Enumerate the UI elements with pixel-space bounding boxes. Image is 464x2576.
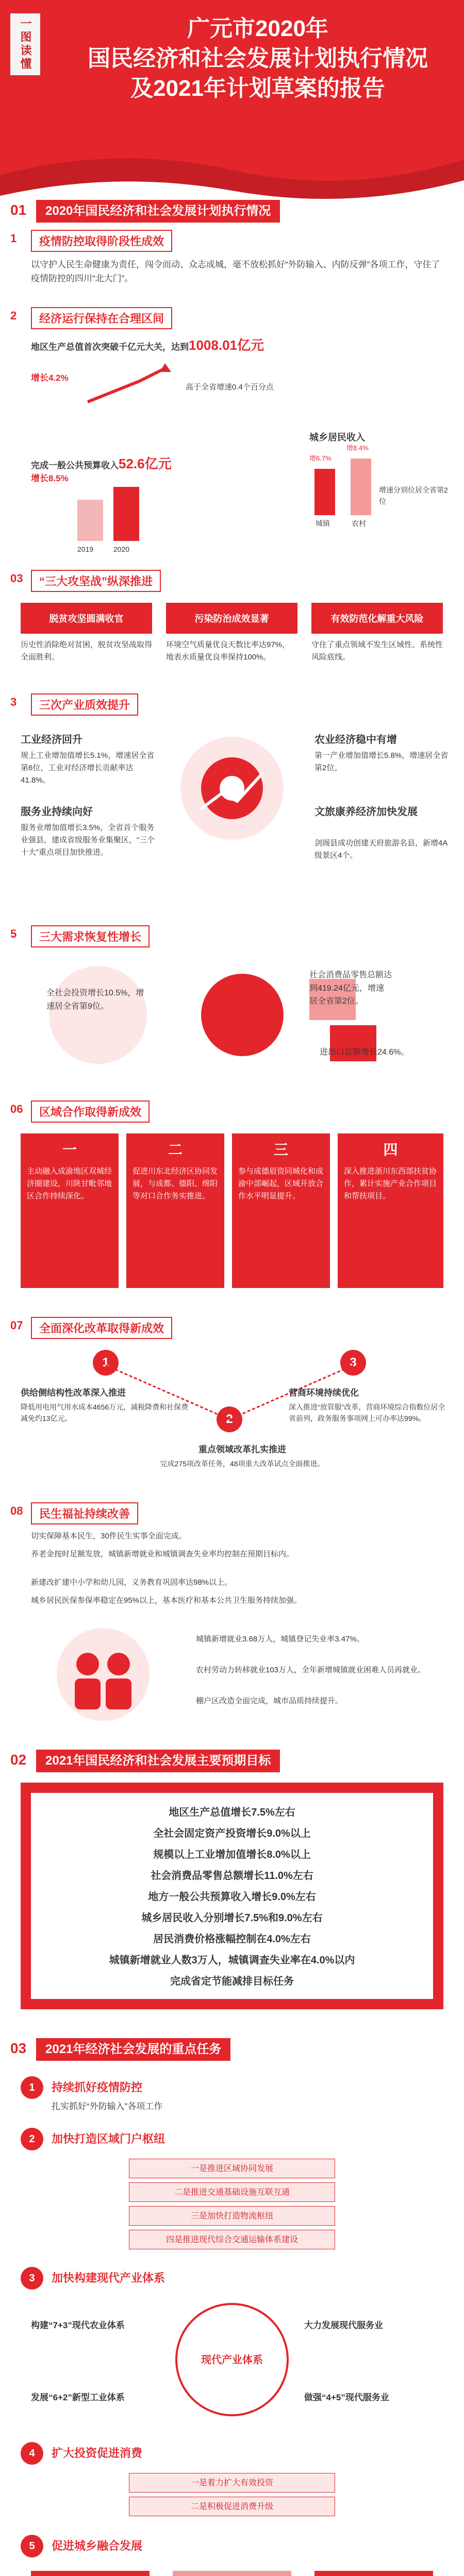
fiscal-growth: 增长8.5% xyxy=(31,473,69,483)
reform-a-icon: 1 xyxy=(93,1350,119,1376)
task3-icon: 3 xyxy=(21,2267,43,2290)
s7-title: 全面深化改革取得新成效 xyxy=(31,1317,172,1339)
reform-c-title: 营商环境持续优化 xyxy=(289,1388,359,1398)
industry-text: 规上工业增加值增长5.1%，增速居全省第6位，工业对经济增长贡献率达41.8%。 xyxy=(21,751,155,785)
s3-text-risk: 守住了重点领域不发生区域性、系统性风险底线。 xyxy=(311,640,443,662)
services-text: 服务业增加值增长3.5%，全省首个服务业强县，建成省级服务业集聚区，“三个十大”重点项目加快推进。 xyxy=(21,823,155,857)
welfare-item-2: 农村劳动力转移就业103万人，全年新增城镇就业困难人员再就业。 xyxy=(196,1666,426,1674)
task2-item-2: 二是推进交通基础设施互联互通 xyxy=(129,2182,335,2202)
welfare-text-3: 新建改扩建中小学和幼儿园，义务教育巩固率达98%以上。 xyxy=(31,1578,233,1587)
s3-number: 03 xyxy=(10,572,23,585)
goal-employment: 城镇新增就业人数3万人，城镇调查失业率在4.0%以内 xyxy=(109,1955,355,1966)
task5-urbanization xyxy=(31,2571,150,2576)
task1-icon: 1 xyxy=(21,2076,43,2099)
page-title-line2: 国民经济和社会发展计划执行情况 xyxy=(88,46,428,71)
goal-cpi: 居民消费价格涨幅控制在4.0%左右 xyxy=(153,1934,311,1945)
culture-text: 剑阁县成功创建天府旅游名县，新增4A级景区4个。 xyxy=(314,839,448,860)
task5-title: 促进城乡融合发展 xyxy=(52,2539,143,2552)
part3-title: 2021年经济社会发展的重点任务 xyxy=(36,2038,230,2061)
fiscal-value: 52.6亿元 xyxy=(119,456,172,471)
goals-panel xyxy=(21,1783,443,2009)
retail-text: 社会消费品零售总额达到419.24亿元，增速居全省第2位。 xyxy=(309,971,392,1006)
task5-rural xyxy=(314,2571,433,2576)
s3-box-pollution: 污染防治成效显著 xyxy=(166,603,297,634)
investment-text: 全社会投资增长10.5%，增速居全省第9位。 xyxy=(46,989,144,1011)
welfare-item-1: 城镇新增就业3.68万人，城镇登记失业率3.47%。 xyxy=(196,1635,364,1643)
read-tag: 一图读懂 xyxy=(10,13,40,75)
reform-b-text: 完成275项改革任务，48项重大改革试点全面推进。 xyxy=(160,1460,325,1468)
gdp-value: 1008.01亿元 xyxy=(189,337,264,353)
task1-text: 扎实抓好“外防输入”各项工作 xyxy=(52,2102,163,2111)
culture-title: 文旅康养经济加快发展 xyxy=(314,806,418,818)
urban-growth: 增6.7% xyxy=(309,454,332,462)
task4-title: 扩大投资促进消费 xyxy=(52,2447,143,2460)
goal-energy: 完成省定节能减排目标任务 xyxy=(170,1976,294,1987)
task3-center-label: 现代产业体系 xyxy=(201,2354,263,2366)
reform-b-icon: 2 xyxy=(217,1406,242,1432)
task4-item-2: 二是积极促进消费升级 xyxy=(129,2497,335,2516)
s5-title: 三大需求恢复性增长 xyxy=(31,925,150,947)
part1-number: 01 xyxy=(10,202,27,218)
reform-c-icon: 3 xyxy=(340,1350,366,1376)
header-banner xyxy=(0,0,464,215)
task5-icon: 5 xyxy=(21,2535,43,2557)
task2-item-4: 四是推进现代综合交通运输体系建设 xyxy=(129,2230,335,2249)
s8-title: 民生福祉持续改善 xyxy=(31,1502,138,1524)
reform-a-title: 供给侧结构性改革深入推进 xyxy=(21,1388,126,1398)
page-title-line3: 及2021年计划草案的报告 xyxy=(130,76,385,101)
task3-services: 大力发展现代服务业 xyxy=(304,2320,383,2330)
goal-income: 城乡居民收入分别增长7.5%和9.0%左右 xyxy=(141,1912,323,1924)
export-text: 进出口总额增长24.6%。 xyxy=(320,1048,409,1057)
goal-industry: 规模以上工业增加值增长8.0%以上 xyxy=(153,1849,311,1860)
gdp-growth-arrow xyxy=(82,361,175,412)
part3-number: 03 xyxy=(10,2040,27,2056)
s3-box-risk: 有效防范化解重大风险 xyxy=(311,603,443,634)
bar-2019 xyxy=(77,500,103,541)
s1-number: 1 xyxy=(10,232,17,245)
s6-title: 区域合作取得新成效 xyxy=(31,1100,150,1123)
bar-2020 xyxy=(113,487,139,541)
goal-retail: 社会消费品零售总额增长11.0%左右 xyxy=(151,1870,313,1882)
goal-gdp: 地区生产总值增长7.5%左右 xyxy=(169,1807,295,1818)
task5-county xyxy=(173,2571,291,2576)
task4-icon: 4 xyxy=(21,2442,43,2465)
agriculture-title: 农业经济稳中有增 xyxy=(314,734,397,745)
goal-fiscal: 地方一般公共预算收入增长9.0%左右 xyxy=(148,1891,316,1903)
task3-modern-services: 做强“4+5”现代服务业 xyxy=(304,2393,389,2402)
task2-icon: 2 xyxy=(21,2128,43,2150)
task2-title: 加快打造区域门户枢纽 xyxy=(52,2132,165,2145)
s3-text-poverty: 历史性消除绝对贫困，脱贫攻坚战取得全面胜利。 xyxy=(21,640,153,662)
task2-item-3: 三是加快打造物流枢纽 xyxy=(129,2206,335,2226)
s6-number: 06 xyxy=(10,1103,23,1115)
s3-title: “三大攻坚战”纵深推进 xyxy=(31,570,161,592)
income-rank: 增速分别位居全省第2位 xyxy=(379,486,448,506)
welfare-text-4: 城乡居民医保参保率稳定在95%以上，基本医疗和基本公共卫生服务持续加强。 xyxy=(31,1596,302,1605)
fiscal-label: 完成一般公共预算收入52.6亿元 xyxy=(31,456,172,471)
bar-2019-label: 2019 xyxy=(77,545,94,553)
task1-title: 持续抓好疫情防控 xyxy=(52,2081,143,2094)
goal-investment: 全社会固定资产投资增长9.0%以上 xyxy=(153,1828,311,1839)
welfare-item-3: 棚户区改造全面完成，城市品质持续提升。 xyxy=(196,1697,343,1705)
task3-title: 加快构建现代产业体系 xyxy=(52,2272,165,2284)
part2-number: 02 xyxy=(10,1752,27,1768)
s3-box-poverty: 脱贫攻坚圆满收官 xyxy=(21,603,152,634)
industry-title: 工业经济回升 xyxy=(21,734,82,745)
region-card-1: 一 主动融入成渝地区双城经济圈建设，川陕甘毗邻地区合作持续深化。 xyxy=(21,1133,119,1288)
region-card-4: 四 深入推进浙川东西部扶贫协作，累计实施产业合作项目和帮扶项目。 xyxy=(338,1133,443,1288)
urban-income-bar xyxy=(314,469,335,515)
gdp-rank: 高于全省增速0.4个百分点 xyxy=(186,383,274,392)
rural-label: 农村 xyxy=(352,519,366,528)
s5-number: 5 xyxy=(10,927,17,940)
gdp-label: 地区生产总值首次突破千亿元大关，达到1008.01亿元 xyxy=(31,337,264,353)
s4-title: 三次产业质效提升 xyxy=(31,693,138,716)
part1-title: 2020年国民经济和社会发展计划执行情况 xyxy=(36,200,280,223)
agriculture-text: 第一产业增加值增长5.8%，增速居全省第2位。 xyxy=(314,751,449,772)
gdp-growth: 增长4.2% xyxy=(31,373,69,383)
region-card-3: 三 参与成德眉资同城化和成渝中部崛起，区域开放合作水平明显提升。 xyxy=(232,1133,330,1288)
welfare-family-graphic xyxy=(31,1623,175,1726)
region-card-2: 二 促进川东北经济区协同发展，与成都、德阳、绵阳等对口合作务实推进。 xyxy=(126,1133,224,1288)
reform-c-text: 深入推进“放管服”改革，营商环境综合指数位居全省前列，政务服务事项网上可办率达99%。 xyxy=(289,1403,445,1423)
task3-agriculture: 构建“7+3”现代农业体系 xyxy=(31,2320,125,2330)
task3-industry: 发展“6+2”新型工业体系 xyxy=(31,2393,125,2402)
s4-number: 3 xyxy=(10,696,17,708)
s1-title: 疫情防控取得阶段性成效 xyxy=(31,230,172,252)
welfare-text-2: 养老金按时足额发放，城镇新增就业和城镇调查失业率均控制在预期目标内。 xyxy=(31,1550,294,1558)
s2-number: 2 xyxy=(10,309,17,322)
services-title: 服务业持续向好 xyxy=(21,806,93,818)
task4-item-1: 一是着力扩大有效投资 xyxy=(129,2473,335,2493)
s8-number: 08 xyxy=(10,1504,23,1517)
welfare-text-1: 切实保障基本民生，30件民生实事全面完成。 xyxy=(31,1532,187,1540)
task3-center-circle xyxy=(175,2303,289,2416)
task2-item-1: 一是推进区域协同发展 xyxy=(129,2159,335,2178)
s1-text: 以守护人民生命健康为责任，闯令而动、众志成城，毫不放松抓好“外防输入、内防反弹”各项工作，守住了疫情防控的四川“北大门”。 xyxy=(31,260,440,284)
reform-b-title: 重点领域改革扎实推进 xyxy=(198,1445,286,1454)
industry-gear-graphic xyxy=(170,726,294,850)
s2-title: 经济运行保持在合理区间 xyxy=(31,307,172,329)
part2-title: 2021年国民经济和社会发展主要预期目标 xyxy=(36,1750,280,1772)
bar-2020-label: 2020 xyxy=(113,545,130,553)
rural-growth: 增8.4% xyxy=(346,444,369,452)
page-title-line1: 广元市2020年 xyxy=(187,16,328,41)
reform-a-text: 降低用电用气用水成本4656万元，减税降费和社保费减免约13亿元。 xyxy=(21,1403,189,1423)
income-title: 城乡居民收入 xyxy=(309,432,365,443)
s3-text-pollution: 环境空气质量优良天数比率达97%，地表水质量优良率保持100%。 xyxy=(166,640,290,662)
rural-income-bar xyxy=(351,459,371,515)
urban-label: 城镇 xyxy=(316,519,330,528)
s7-number: 07 xyxy=(10,1319,23,1332)
